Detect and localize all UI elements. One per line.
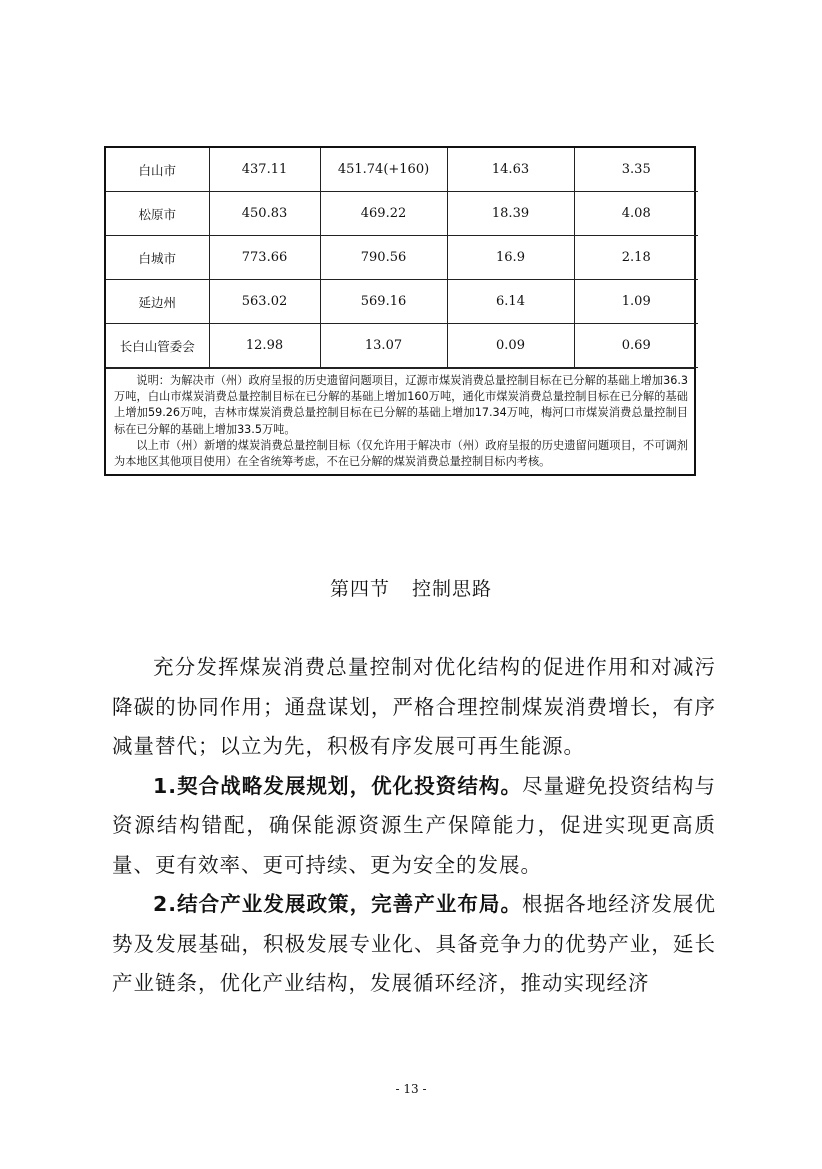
section-title: 控制思路 (412, 578, 493, 600)
paragraph (112, 767, 716, 886)
section-heading (0, 574, 822, 601)
paragraph: 充分发挥煤炭消费总量控制对优化结构的促进作用和对减污降碳的协同作用；通盘谋划，严格合理控制煤炭消费增长，有序减量替代；以立为先，积极有序发展可再生能源。 (112, 655, 716, 758)
value-cell: 0.09 (447, 324, 574, 368)
value-cell: 437.11 (209, 148, 320, 192)
value-cell: 14.63 (447, 148, 574, 192)
page-number: - 13 - (395, 1082, 427, 1096)
table-row (106, 280, 698, 324)
value-cell: 563.02 (209, 280, 320, 324)
value-cell: 18.39 (447, 192, 574, 236)
region-cell: 长白山管委会 (106, 324, 209, 368)
note-paragraph: 说明：为解决市（州）政府呈报的历史遗留问题项目，辽源市煤炭消费总量控制目标在已分解的基础上增加36.3万吨，白山市煤炭消费总量控制目标在已分解的基础上增加160万吨，通化市煤炭消费总量控制目标在已分解的基础上增加59.26万吨，吉林市煤炭消费总量控制目标在已分解的基础上增加17.34万吨，梅河口市煤炭消费总量控制目标在已分解的基础上增加33.5万吨。 (114, 374, 688, 436)
value-cell: 450.83 (209, 192, 320, 236)
value-cell: 3.35 (574, 148, 698, 192)
value-cell: 469.22 (320, 192, 447, 236)
region-cell: 白山市 (106, 148, 209, 192)
coal-consumption-table (104, 146, 696, 476)
paragraph-heading: 2.结合产业发展政策，完善产业布局。 (153, 892, 523, 916)
paragraph-text: 根据各地经济发展优势及发展基础，积极发展专业化、具备竞争力的优势产业，延长产业链条，优化产业结构，发展循环经济，推动实现经济 (112, 892, 716, 995)
table-row (106, 148, 698, 192)
value-cell: 0.69 (574, 324, 698, 368)
value-cell: 6.14 (447, 280, 574, 324)
table-row (106, 236, 698, 280)
region-cell: 白城市 (106, 236, 209, 280)
table-row (106, 324, 698, 368)
value-cell: 773.66 (209, 236, 320, 280)
region-cell: 松原市 (106, 192, 209, 236)
data-table (106, 148, 698, 368)
table-note (106, 368, 694, 474)
value-cell: 1.09 (574, 280, 698, 324)
value-cell: 16.9 (447, 236, 574, 280)
note-paragraph: 以上市（州）新增的煤炭消费总量控制目标（仅允许用于解决市（州）政府呈报的历史遗留问题项目，不可调剂为本地区其他项目使用）在全省统筹考虑，不在已分解的煤炭消费总量控制目标内考核。 (114, 438, 688, 469)
paragraph-text: 尽量避免投资结构与资源结构错配，确保能源资源生产保障能力，促进实现更高质量、更有效率、更可持续、更为安全的发展。 (112, 773, 716, 877)
body-text (112, 648, 716, 1004)
value-cell: 569.16 (320, 280, 447, 324)
value-cell: 12.98 (209, 324, 320, 368)
paragraph (112, 885, 716, 1004)
value-cell: 451.74(+160) (320, 148, 447, 192)
value-cell: 4.08 (574, 192, 698, 236)
value-cell: 2.18 (574, 236, 698, 280)
table-row (106, 192, 698, 236)
region-cell: 延边州 (106, 280, 209, 324)
value-cell: 790.56 (320, 236, 447, 280)
section-number: 第四节 (329, 578, 390, 600)
paragraph-heading: 1.契合战略发展规划，优化投资结构。 (153, 773, 523, 798)
value-cell: 13.07 (320, 324, 447, 368)
